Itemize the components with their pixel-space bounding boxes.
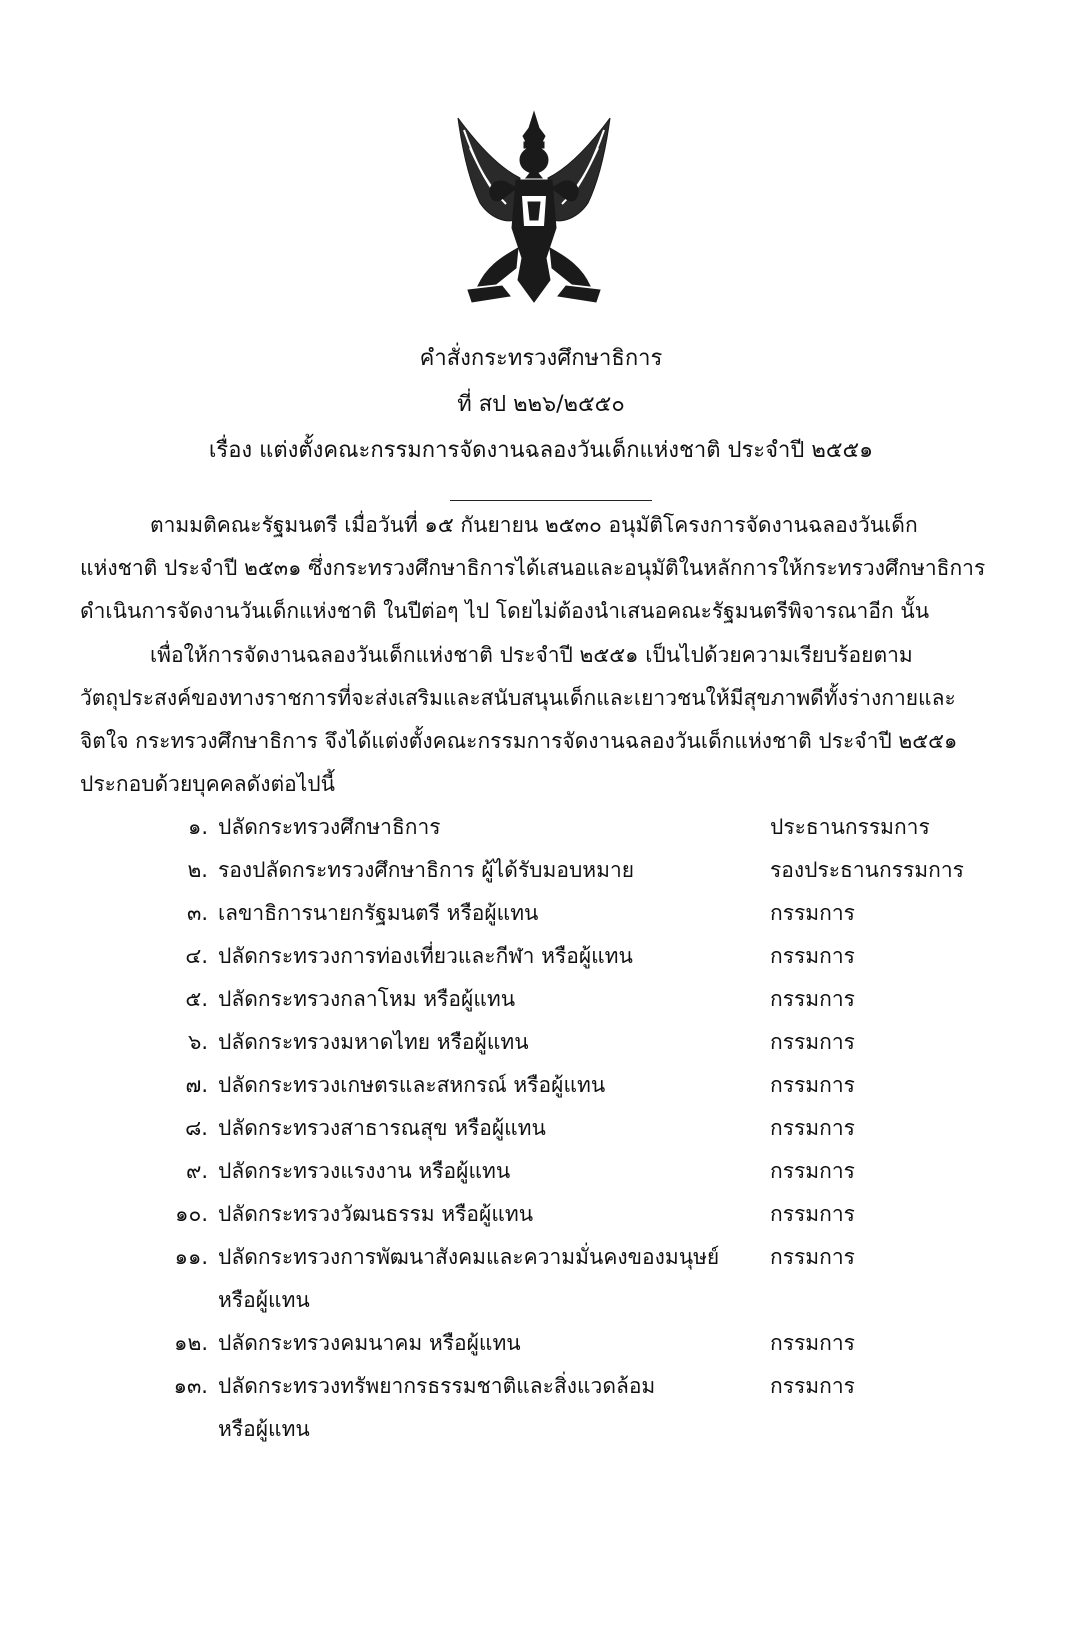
item-position: รองปลัดกระทรวงศึกษาธิการ ผู้ได้รับมอบหมาย <box>218 858 635 882</box>
item-number: ๑. <box>187 815 208 839</box>
item-position-continued: หรือผู้แทน <box>218 1288 310 1312</box>
item-position: ปลัดกระทรวงเกษตรและสหกรณ์ หรือผู้แทน <box>218 1073 606 1097</box>
item-number: ๖. <box>187 1030 208 1054</box>
order-subject: เรื่อง แต่งตั้งคณะกรรมการจัดงานฉลองวันเด็กแห่งชาติ ประจำปี ๒๕๕๑ <box>208 438 874 463</box>
item-position-continued: หรือผู้แทน <box>218 1417 310 1441</box>
item-number: ๑๒. <box>174 1331 208 1355</box>
item-number: ๒. <box>187 858 208 882</box>
order-title: คำสั่งกระทรวงศึกษาธิการ <box>419 346 663 371</box>
item-role: กรรมการ <box>770 901 855 925</box>
item-position: ปลัดกระทรวงการท่องเที่ยวและกีฬา หรือผู้แทน <box>218 944 633 968</box>
item-role: กรรมการ <box>770 1159 855 1183</box>
item-number: ๔. <box>185 944 208 968</box>
item-role: ประธานกรรมการ <box>770 815 930 839</box>
item-position: ปลัดกระทรวงทรัพยากรธรรมชาติและสิ่งแวดล้อม <box>218 1374 656 1398</box>
paragraph-line: ตามมติคณะรัฐมนตรี เมื่อวันที่ ๑๕ กันยายน ๒๕๓๐ อนุมัติโครงการจัดงานฉลองวันเด็ก <box>150 513 918 537</box>
item-position: ปลัดกระทรวงสาธารณสุข หรือผู้แทน <box>218 1116 546 1140</box>
item-position: ปลัดกระทรวงมหาดไทย หรือผู้แทน <box>218 1030 529 1054</box>
item-position: เลขาธิการนายกรัฐมนตรี หรือผู้แทน <box>218 901 539 925</box>
item-role: กรรมการ <box>770 944 855 968</box>
item-number: ๑๑. <box>174 1245 208 1269</box>
item-number: ๙. <box>185 1159 208 1183</box>
item-role: กรรมการ <box>770 1116 855 1140</box>
item-role: กรรมการ <box>770 1374 855 1398</box>
paragraph-line: เพื่อให้การจัดงานฉลองวันเด็กแห่งชาติ ประจำปี ๒๕๕๑ เป็นไปด้วยความเรียบร้อยตาม <box>150 643 913 667</box>
paragraph-line: ดำเนินการจัดงานวันเด็กแห่งชาติ ในปีต่อๆ ไป โดยไม่ต้องนำเสนอคณะรัฐมนตรีพิจารณาอีก นั้น <box>80 599 930 623</box>
item-role: กรรมการ <box>770 1245 855 1269</box>
item-number: ๓. <box>186 901 208 925</box>
garuda-emblem-icon <box>450 108 618 306</box>
item-role: กรรมการ <box>770 1202 855 1226</box>
item-position: ปลัดกระทรวงวัฒนธรรม หรือผู้แทน <box>218 1202 534 1226</box>
order-number: ที่ สป ๒๒๖/๒๕๕๐ <box>457 392 625 417</box>
item-number: ๑๓. <box>173 1374 208 1398</box>
item-position: ปลัดกระทรวงคมนาคม หรือผู้แทน <box>218 1331 521 1355</box>
item-role: กรรมการ <box>770 987 855 1011</box>
item-position: ปลัดกระทรวงการพัฒนาสังคมและความมั่นคงของมนุษย์ <box>218 1245 720 1269</box>
item-number: ๕. <box>185 987 208 1011</box>
item-position: ปลัดกระทรวงแรงงาน หรือผู้แทน <box>218 1159 511 1183</box>
item-position: ปลัดกระทรวงกลาโหม หรือผู้แทน <box>218 987 516 1011</box>
paragraph-line: ประกอบด้วยบุคคลดังต่อไปนี้ <box>80 772 335 796</box>
item-role: กรรมการ <box>770 1073 855 1097</box>
paragraph-line: วัตถุประสงค์ของทางราชการที่จะส่งเสริมและสนับสนุนเด็กและเยาวชนให้มีสุขภาพดีทั้งร่างกายและ <box>80 686 956 710</box>
item-role: รองประธานกรรมการ <box>770 858 964 882</box>
header-divider <box>450 500 652 501</box>
item-number: ๑๐. <box>175 1202 208 1226</box>
item-number: ๘. <box>185 1116 208 1140</box>
item-position: ปลัดกระทรวงศึกษาธิการ <box>218 815 441 839</box>
item-number: ๗. <box>185 1073 208 1097</box>
item-role: กรรมการ <box>770 1331 855 1355</box>
paragraph-line: จิตใจ กระทรวงศึกษาธิการ จึงได้แต่งตั้งคณะกรรมการจัดงานฉลองวันเด็กแห่งชาติ ประจำปี ๒๕๕๑ <box>80 729 958 753</box>
item-role: กรรมการ <box>770 1030 855 1054</box>
paragraph-line: แห่งชาติ ประจำปี ๒๕๓๑ ซึ่งกระทรวงศึกษาธิการได้เสนอและอนุมัติในหลักการให้กระทรวงศึกษาธิการ <box>80 556 986 580</box>
